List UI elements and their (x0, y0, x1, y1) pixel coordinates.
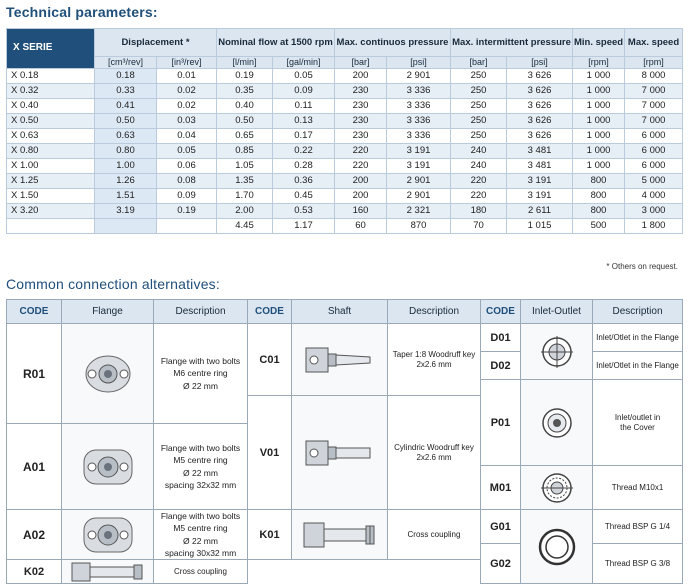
value-cell: 3 481 (507, 159, 573, 174)
flange-description: Flange with two bolts M5 centre ring Ø 22 mm spacing 30x32 mm (154, 510, 248, 560)
value-cell: 2 901 (387, 69, 451, 84)
value-cell: 3 626 (507, 114, 573, 129)
table-row (7, 159, 683, 174)
unit-header: [psi] (387, 57, 451, 69)
value-cell: 0.36 (273, 174, 335, 189)
value-cell: 0.50 (95, 114, 157, 129)
value-cell: 1 000 (573, 144, 625, 159)
value-cell: 220 (335, 159, 387, 174)
value-cell: 220 (335, 144, 387, 159)
value-cell: 3 626 (507, 129, 573, 144)
shaft-description: Cross coupling (154, 560, 248, 584)
table-row (7, 174, 683, 189)
value-cell: 0.05 (157, 144, 217, 159)
connection-alternatives-title: Common connection alternatives: (6, 276, 220, 292)
model-cell: X 0.40 (7, 99, 95, 114)
port-flange-icon (521, 324, 593, 380)
value-cell: 500 (573, 219, 625, 234)
model-cell: X 0.50 (7, 114, 95, 129)
unit-header: [rpm] (625, 57, 683, 69)
col-group-header: Nominal flow at 1500 rpm (217, 29, 335, 57)
value-cell: 0.01 (157, 69, 217, 84)
value-cell: 250 (451, 84, 507, 99)
value-cell: 200 (335, 174, 387, 189)
value-cell: 0.19 (157, 204, 217, 219)
value-cell: 0.02 (157, 99, 217, 114)
value-cell: 0.11 (273, 99, 335, 114)
col-group-header: Max. speed (625, 29, 683, 57)
code-header: CODE (248, 300, 292, 324)
port-code: G01 (481, 510, 521, 544)
value-cell: 200 (335, 189, 387, 204)
value-cell: 1.17 (273, 219, 335, 234)
col-group-header: Max. continuos pressure (335, 29, 451, 57)
flange-r01-icon (62, 324, 154, 424)
value-cell: 0.33 (95, 84, 157, 99)
table-row (7, 84, 683, 99)
model-cell: X 1.50 (7, 189, 95, 204)
unit-header: [bar] (335, 57, 387, 69)
value-cell: 60 (335, 219, 387, 234)
value-cell: 0.09 (157, 189, 217, 204)
threaded-port-icon (521, 466, 593, 510)
flange-code: A01 (7, 424, 62, 510)
value-cell: 0.18 (95, 69, 157, 84)
port-description: Inlet/outlet in the Cover (593, 380, 683, 466)
value-cell: 220 (451, 174, 507, 189)
coupling-shaft-k01-icon (292, 510, 388, 560)
value-cell: 4 000 (625, 189, 683, 204)
model-cell: X 0.80 (7, 144, 95, 159)
value-cell: 0.63 (95, 129, 157, 144)
value-cell: 180 (451, 204, 507, 219)
coupling-shaft-k02-icon (62, 560, 154, 584)
value-cell: 1.26 (95, 174, 157, 189)
col-group-header: Max. intermittent pressure (451, 29, 573, 57)
value-cell: 240 (451, 159, 507, 174)
value-cell: 8 000 (625, 69, 683, 84)
serie-header: X SERIE (7, 29, 95, 69)
flange-header: Flange (62, 300, 154, 324)
value-cell: 0.65 (217, 129, 273, 144)
value-cell: 1 000 (573, 84, 625, 99)
technical-parameters-title: Technical parameters: (6, 4, 158, 20)
shaft-code: V01 (248, 396, 292, 510)
value-cell: 230 (335, 84, 387, 99)
model-cell: X 1.00 (7, 159, 95, 174)
value-cell: 5 000 (625, 174, 683, 189)
value-cell: 3 626 (507, 99, 573, 114)
value-cell: 0.35 (217, 84, 273, 99)
value-cell: 3 336 (387, 114, 451, 129)
table-row (7, 99, 683, 114)
value-cell: 0.08 (157, 174, 217, 189)
value-cell: 3 191 (387, 144, 451, 159)
value-cell: 250 (451, 69, 507, 84)
value-cell: 0.05 (273, 69, 335, 84)
port-code: D02 (481, 352, 521, 380)
technical-parameters-table (6, 28, 683, 234)
value-cell: 1.70 (217, 189, 273, 204)
value-cell: 0.28 (273, 159, 335, 174)
value-cell: 2 901 (387, 174, 451, 189)
port-code: G02 (481, 544, 521, 584)
value-cell: 0.53 (273, 204, 335, 219)
value-cell: 1 000 (573, 69, 625, 84)
unit-header: [gal/min] (273, 57, 335, 69)
value-cell: 1.00 (95, 159, 157, 174)
unit-header: [in³/rev] (157, 57, 217, 69)
value-cell: 1 000 (573, 99, 625, 114)
table-row (7, 219, 683, 234)
port-description: Inlet/Otlet in the Flange (593, 324, 683, 352)
value-cell: 7 000 (625, 84, 683, 99)
value-cell: 70 (451, 219, 507, 234)
value-cell: 0.50 (217, 114, 273, 129)
value-cell: 230 (335, 114, 387, 129)
value-cell: 3 336 (387, 99, 451, 114)
inlet-outlet-header: Inlet-Outlet (521, 300, 593, 324)
model-cell: X 0.32 (7, 84, 95, 99)
col-group-header: Displacement * (95, 29, 217, 57)
description-header: Description (593, 300, 683, 324)
port-description: Inlet/Otlet in the Flange (593, 352, 683, 380)
value-cell: 3 191 (507, 189, 573, 204)
flange-description: Flange with two bolts M6 centre ring Ø 22 mm (154, 324, 248, 424)
value-cell: 220 (451, 189, 507, 204)
footnote: * Others on request. (606, 262, 678, 271)
value-cell: 0.06 (157, 159, 217, 174)
value-cell: 7 000 (625, 114, 683, 129)
unit-header: [bar] (451, 57, 507, 69)
port-description: Thread M10x1 (593, 466, 683, 510)
value-cell: 1 800 (625, 219, 683, 234)
value-cell: 0.04 (157, 129, 217, 144)
code-header: CODE (481, 300, 521, 324)
value-cell: 160 (335, 204, 387, 219)
port-description: Thread BSP G 3/8 (593, 544, 683, 584)
value-cell: 240 (451, 144, 507, 159)
value-cell: 1.51 (95, 189, 157, 204)
shaft-code: C01 (248, 324, 292, 396)
value-cell: 1 000 (573, 159, 625, 174)
value-cell: 7 000 (625, 99, 683, 114)
value-cell: 0.13 (273, 114, 335, 129)
value-cell: 6 000 (625, 159, 683, 174)
description-header: Description (388, 300, 481, 324)
value-cell: 0.09 (273, 84, 335, 99)
value-cell: 1 000 (573, 129, 625, 144)
value-cell: 2 901 (387, 189, 451, 204)
value-cell: 3 626 (507, 84, 573, 99)
value-cell: 800 (573, 204, 625, 219)
value-cell: 3 191 (507, 174, 573, 189)
value-cell: 3 481 (507, 144, 573, 159)
model-cell: X 3.20 (7, 204, 95, 219)
value-cell: 4.45 (217, 219, 273, 234)
units-row (7, 57, 683, 69)
value-cell: 0.85 (217, 144, 273, 159)
value-cell: 2 321 (387, 204, 451, 219)
value-cell: 0.45 (273, 189, 335, 204)
value-cell: 0.17 (273, 129, 335, 144)
value-cell: 3 336 (387, 129, 451, 144)
value-cell: 2.00 (217, 204, 273, 219)
value-cell: 800 (573, 189, 625, 204)
unit-header: [l/min] (217, 57, 273, 69)
connection-alternatives-table (6, 299, 683, 584)
tapered-shaft-icon (292, 324, 388, 396)
value-cell: 3 000 (625, 204, 683, 219)
value-cell: 1.35 (217, 174, 273, 189)
flange-code: A02 (7, 510, 62, 560)
value-cell: 0.19 (217, 69, 273, 84)
value-cell: 1.05 (217, 159, 273, 174)
shaft-description: Cross coupling (388, 510, 481, 560)
value-cell: 230 (335, 99, 387, 114)
shaft-description: Cylindric Woodruff key 2x2.6 mm (388, 396, 481, 510)
value-cell: 250 (451, 99, 507, 114)
value-cell: 800 (573, 174, 625, 189)
table-row (7, 144, 683, 159)
value-cell: 3 336 (387, 84, 451, 99)
value-cell: 3.19 (95, 204, 157, 219)
unit-header: [psi] (507, 57, 573, 69)
flange-code: R01 (7, 324, 62, 424)
unit-header: [rpm] (573, 57, 625, 69)
description-header: Description (154, 300, 248, 324)
value-cell: 0.22 (273, 144, 335, 159)
flange-a02-icon (62, 510, 154, 560)
value-cell: 200 (335, 69, 387, 84)
value-cell: 250 (451, 129, 507, 144)
shaft-description: Taper 1:8 Woodruff key 2x2.6 mm (388, 324, 481, 396)
port-code: D01 (481, 324, 521, 352)
value-cell: 1 015 (507, 219, 573, 234)
cylindric-shaft-icon (292, 396, 388, 510)
flange-a01-icon (62, 424, 154, 510)
value-cell: 0.80 (95, 144, 157, 159)
model-cell: X 1.25 (7, 174, 95, 189)
port-description: Thread BSP G 1/4 (593, 510, 683, 544)
shaft-code: K01 (248, 510, 292, 560)
value-cell: 870 (387, 219, 451, 234)
port-code: P01 (481, 380, 521, 466)
value-cell: 250 (451, 114, 507, 129)
table-row (7, 204, 683, 219)
value-cell: 0.40 (217, 99, 273, 114)
value-cell (157, 219, 217, 234)
table-row (7, 69, 683, 84)
col-group-header: Min. speed (573, 29, 625, 57)
table-row (7, 189, 683, 204)
value-cell: 0.02 (157, 84, 217, 99)
value-cell: 6 000 (625, 129, 683, 144)
value-cell: 6 000 (625, 144, 683, 159)
port-cover-icon (521, 380, 593, 466)
value-cell: 3 191 (387, 159, 451, 174)
table-row (7, 129, 683, 144)
value-cell: 3 626 (507, 69, 573, 84)
value-cell: 0.03 (157, 114, 217, 129)
value-cell: 2 611 (507, 204, 573, 219)
value-cell: 1 000 (573, 114, 625, 129)
model-cell (7, 219, 95, 234)
code-header: CODE (7, 300, 62, 324)
model-cell: X 0.18 (7, 69, 95, 84)
bsp-port-icon (521, 510, 593, 584)
unit-header: [cm³/rev] (95, 57, 157, 69)
shaft-header: Shaft (292, 300, 388, 324)
value-cell: 230 (335, 129, 387, 144)
flange-description: Flange with two bolts M5 centre ring Ø 22 mm spacing 32x32 mm (154, 424, 248, 510)
table-row (7, 114, 683, 129)
value-cell: 0.41 (95, 99, 157, 114)
value-cell (95, 219, 157, 234)
model-cell: X 0.63 (7, 129, 95, 144)
shaft-code: K02 (7, 560, 62, 584)
port-code: M01 (481, 466, 521, 510)
